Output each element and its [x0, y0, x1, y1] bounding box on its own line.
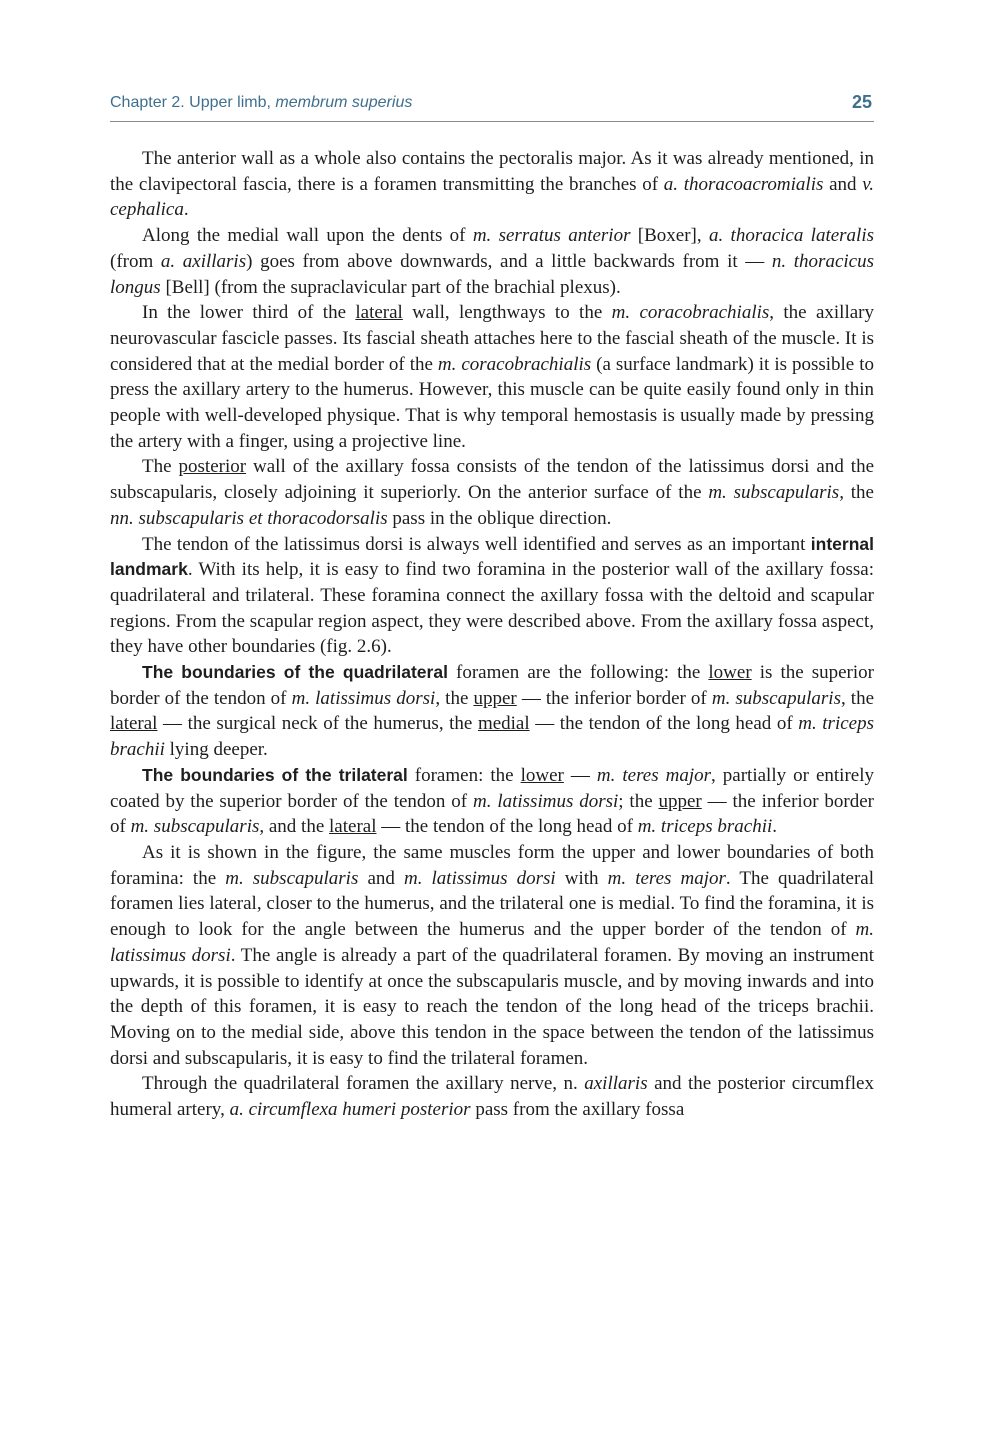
underlined-term: posterior	[178, 456, 247, 478]
latin-term: m. triceps brachii	[110, 713, 874, 761]
paragraph	[110, 1071, 874, 1122]
text-run: foramen: the	[407, 764, 521, 786]
latin-term: v. cephalica	[110, 173, 874, 221]
text-run: and the posterior circumflex humeral artery,	[110, 1073, 874, 1121]
text-run: .	[183, 199, 189, 221]
latin-term: m. latissimus dorsi	[403, 867, 556, 889]
text-run: — the inferior border of	[516, 687, 712, 709]
text-run: [Boxer],	[630, 225, 709, 247]
text-run: — the tendon of the long head of	[529, 713, 799, 735]
latin-term: m. serratus anterior	[472, 225, 631, 247]
text-run: and	[823, 173, 863, 195]
underlined-term: upper	[658, 790, 702, 812]
text-run: .	[772, 816, 778, 838]
paragraph	[110, 660, 874, 763]
paragraph	[110, 223, 874, 300]
paragraph	[110, 454, 874, 531]
paragraph	[110, 146, 874, 223]
text-run: [Bell] (from the supraclavicular part of the brachial plexus).	[160, 276, 621, 298]
latin-term: m. latissimus dorsi	[472, 790, 619, 812]
text-run: Through the quadrilateral foramen the axillary nerve, n.	[142, 1073, 585, 1095]
paragraph	[110, 840, 874, 1071]
latin-term: m. latissimus dorsi	[110, 919, 874, 966]
text-run: As it is shown in the figure, the same muscles form the upper and lower boundaries of both foramina: the	[110, 841, 874, 889]
text-run: , and the	[259, 816, 330, 838]
latin-term: m. teres major	[596, 764, 712, 786]
latin-term: m. subscapularis	[225, 867, 359, 889]
text-run: The tendon of the latissimus dorsi is always well identified and serves as an important	[142, 533, 811, 555]
text-run: The anterior wall as a whole also contains the pectoralis major. As it was already mentioned, in the clavipectoral fascia, there is a foramen transmitting the branches of	[110, 148, 874, 195]
text-run: — the surgical neck of the humerus, the	[157, 713, 478, 735]
latin-term: a. axillaris	[160, 250, 247, 272]
latin-term: m. teres major	[607, 867, 726, 889]
text-run: pass from the axillary fossa	[470, 1099, 685, 1121]
running-header	[110, 92, 874, 122]
underlined-term: lower	[520, 764, 564, 786]
text-run: —	[563, 764, 597, 786]
latin-term: n. thoracicus longus	[110, 250, 874, 298]
text-run: (from	[110, 250, 161, 272]
paragraph	[110, 532, 874, 661]
latin-term: m. latissimus dorsi	[291, 687, 436, 709]
text-run: wall, lengthways to the	[402, 302, 612, 324]
text-run: pass in the oblique direction.	[387, 507, 612, 529]
latin-term: m. subscapularis	[130, 816, 260, 838]
paragraph	[110, 763, 874, 840]
text-run: . With its help, it is easy to find two foramina in the posterior wall of the axillary fossa: quadrilateral and trilateral. These foramina connect the axillary fossa with the deltoid and scapular regions. From the scapular region aspect, they were described above. From the axillary fossa aspect, they have other boundaries (fig. 2.6).	[110, 559, 874, 658]
text-run: . The quadrilateral foramen lies lateral, closer to the humerus, and the trilateral one is medial. To find the foramina, it is enough to look for the angle between the humerus and the upper border of the tendon of	[110, 867, 875, 941]
latin-term: m. coracobrachialis	[611, 302, 770, 324]
text-run: Along the medial wall upon the dents of	[142, 225, 473, 247]
latin-term: a. circumflexa humeri posterior	[229, 1099, 471, 1121]
text-run: The	[142, 456, 179, 478]
text-run: , the	[840, 687, 875, 709]
text-run: foramen are the following: the	[447, 662, 709, 684]
chapter-latin-name: membrum superius	[275, 94, 413, 111]
text-run: and	[358, 867, 404, 889]
text-run: , the axillary neurovascular fascicle passes. Its fascial sheath attaches here to the fascial sheath of the muscle. It is considered that at the medial border of the	[110, 302, 874, 375]
paragraph	[110, 300, 874, 454]
latin-term: axillaris	[584, 1073, 648, 1095]
text-run: with	[555, 867, 608, 889]
latin-term: a. thoracica lateralis	[708, 225, 875, 247]
text-run: is the superior border of the tendon of	[110, 662, 874, 709]
text-run: , partially or entirely coated by the superior border of the tendon of	[110, 764, 874, 812]
latin-term: m. subscapularis,	[708, 482, 844, 504]
underlined-term: lower	[708, 662, 752, 684]
text-run: , the	[435, 687, 474, 709]
text-run: the	[843, 482, 874, 504]
text-run: — the tendon of the long head of	[376, 816, 638, 838]
text-run: (a surface landmark) it is possible to press the axillary artery to the humerus. However, this muscle can be quite easily found only in thin people with well-developed physique. That is why temporal hemostasis is usually made by pressing the artery with a finger, using a projective line.	[110, 353, 875, 452]
latin-term: m. coracobrachialis	[437, 353, 592, 375]
underlined-term: medial	[477, 713, 530, 735]
chapter-label: Chapter 2. Upper limb,	[110, 94, 276, 111]
latin-term: m. triceps brachii	[637, 816, 773, 838]
text-run: lying deeper.	[164, 739, 268, 761]
bold-term: The boundaries of the quadrilateral	[142, 662, 448, 683]
latin-term: nn. subscapularis et thoracodorsalis	[110, 507, 388, 529]
page-number: 25	[851, 92, 872, 112]
underlined-term: upper	[473, 687, 517, 709]
text-run: ) goes from above downwards, and a little backwards from it —	[246, 250, 772, 272]
bold-term: The boundaries of the trilateral	[142, 764, 408, 785]
latin-term: a. thoracoacromialis	[663, 173, 824, 195]
text-run: wall of the axillary fossa consists of the tendon of the latissimus dorsi and the subscapularis, closely adjoining it superiorly. On the anterior surface of the	[110, 456, 874, 504]
underlined-term: lateral	[110, 713, 158, 735]
underlined-term: lateral	[329, 816, 377, 838]
text-run: In the lower third of the	[142, 302, 356, 324]
underlined-term: lateral	[355, 302, 403, 324]
body-text	[110, 146, 874, 1123]
text-run: ; the	[618, 790, 659, 812]
text-run: — the inferior border of	[110, 790, 874, 838]
latin-term: m. subscapularis	[711, 687, 841, 709]
bold-term: internal landmark	[110, 533, 874, 580]
text-run: . The angle is already a part of the quadrilateral foramen. By moving an instrument upwards, it is possible to identify at once the subscapularis muscle, and by moving inwards and into the depth of this foramen, it is easy to reach the tendon of the long head of the triceps brachii. Moving on to the medial side, above this tendon in the space between the tendon of the latissimus dorsi and subscapularis, it is easy to find the trilateral foramen.	[110, 944, 874, 1069]
chapter-title	[110, 94, 412, 112]
